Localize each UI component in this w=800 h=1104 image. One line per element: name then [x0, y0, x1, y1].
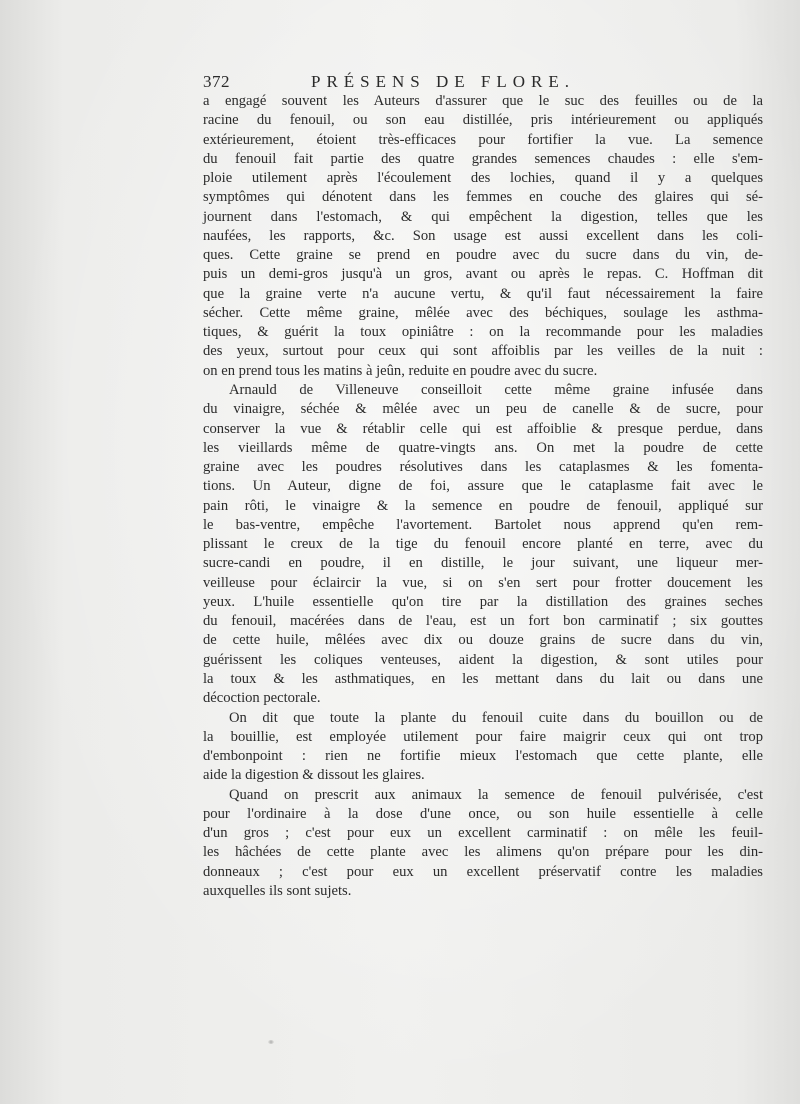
text-line: yeux. L'huile essentielle qu'on tire par la distillation des graines seches [203, 593, 763, 610]
text-line: a engagé souvent les Auteurs d'assurer que le suc des feuilles ou de la [203, 93, 763, 109]
text-line: donneaux ; c'est pour eux un excellent préservatif contre les maladies [203, 863, 763, 880]
text-line: du fenouil, macérées dans de l'eau, est un fort bon carminatif ; six gouttes [203, 613, 763, 630]
text-line: conserver la vue & rétablir celle qui est affoiblie & presque perdue, dans [203, 420, 763, 437]
page-header [203, 72, 643, 94]
text-line: Quand on prescrit aux animaux la semence de fenouil pulvérisée, c'est [229, 786, 763, 803]
text-line: d'embonpoint : rien ne fortifie mieux l'estomach que cette plante, elle [203, 748, 763, 765]
text-line: que la graine verte n'a aucune vertu, & qu'il faut nécessairement la faire [203, 285, 763, 302]
text-line: naufées, les rapports, &c. Son usage est aussi excellent dans les coli- [203, 227, 763, 244]
text-line: les hâchées de cette plante avec les alimens qu'on prépare pour les din- [203, 844, 763, 861]
text-line: aide la digestion & dissout les glaires. [203, 767, 425, 784]
text-line: la bouillie, est employée utilement pour faire maigrir ceux qui ont trop [203, 728, 763, 745]
text-line: racine du fenouil, ou son eau distillée, pris intérieurement ou appliqués [203, 112, 763, 129]
text-line: des yeux, surtout pour ceux qui sont affoiblis par les veilles de la nuit : [203, 343, 763, 360]
text-line: puis un demi-gros jusqu'à un gros, avant ou après le repas. C. Hoffman dit [203, 266, 763, 283]
text-line: tions. Un Auteur, digne de foi, assure que le cataplasme fait avec le [203, 478, 763, 495]
text-line: du fenouil fait partie des quatre grandes semences chaudes : elle s'em- [203, 150, 763, 167]
text-line: Arnauld de Villeneuve conseilloit cette même graine infusée dans [229, 381, 763, 398]
text-line: d'un gros ; c'est pour eux un excellent carminatif : on mêle les feuil- [203, 825, 763, 842]
text-line: symptômes qui dénotent dans les femmes en couche des glaires qui sé- [203, 189, 763, 206]
text-line: plissant le creux de la tige du fenouil encore planté en terre, avec du [203, 536, 763, 553]
text-line: pain rôti, le vinaigre & la semence en poudre de fenouil, appliqué sur [203, 497, 763, 514]
paragraph [203, 786, 763, 902]
paragraph [203, 709, 763, 786]
text-line: le bas-ventre, empêche l'avortement. Bartolet nous apprend qu'en rem- [203, 516, 763, 533]
text-line: ques. Cette graine se prend en poudre avec du sucre dans du vin, de- [203, 247, 763, 264]
text-line: décoction pectorale. [203, 690, 321, 707]
paragraph [203, 381, 763, 709]
text-line: extérieurement, étoient très-efficaces pour fortifier la vue. La semence [203, 131, 763, 148]
paragraph [203, 92, 763, 381]
text-line: auxquelles ils sont sujets. [203, 882, 352, 899]
text-line: graine avec les poudres résolutives dans les cataplasmes & les fomenta- [203, 459, 763, 476]
text-line: guérissent les coliques venteuses, aident la digestion, & sont utiles pour [203, 651, 763, 668]
page-number: 372 [203, 72, 230, 91]
text-line: journent dans l'estomach, & qui empêchent la digestion, telles que les [203, 208, 763, 225]
text-line: de cette huile, mêlées avec dix ou douze grains de sucre dans du vin, [203, 632, 763, 649]
text-line: veilleuse pour éclaircir la vue, si on s'en sert pour frotter doucement les [203, 574, 763, 591]
text-line: on en prend tous les matins à jeûn, reduite en poudre avec du sucre. [203, 362, 598, 379]
text-line: sécher. Cette même graine, mêlée avec des béchiques, soulage les asthma- [203, 304, 763, 321]
text-line: sucre-candi en poudre, il en distille, le jour suivant, une liqueur mer- [203, 555, 763, 572]
text-line: ploie utilement après l'écoulement des lochies, quand il y a quelques [203, 170, 763, 187]
text-line: du vinaigre, séchée & mêlée avec un peu de canelle & de sucre, pour [203, 401, 763, 418]
text-line: tiques, & guérit la toux opiniâtre : on la recommande pour les maladies [203, 324, 763, 341]
text-line: pour l'ordinaire à la dose d'une once, ou son huile essentielle à celle [203, 805, 763, 822]
text-line: la toux & les asthmatiques, en les mettant dans du lait ou dans une [203, 670, 763, 687]
body-text [203, 92, 763, 901]
ink-smudge [268, 1040, 274, 1044]
running-title: PRÉSENS DE FLORE. [311, 72, 575, 91]
text-line: les vieillards même de quatre-vingts ans. On met la poudre de cette [203, 439, 763, 456]
text-line: On dit que toute la plante du fenouil cuite dans du bouillon ou de [229, 709, 763, 726]
